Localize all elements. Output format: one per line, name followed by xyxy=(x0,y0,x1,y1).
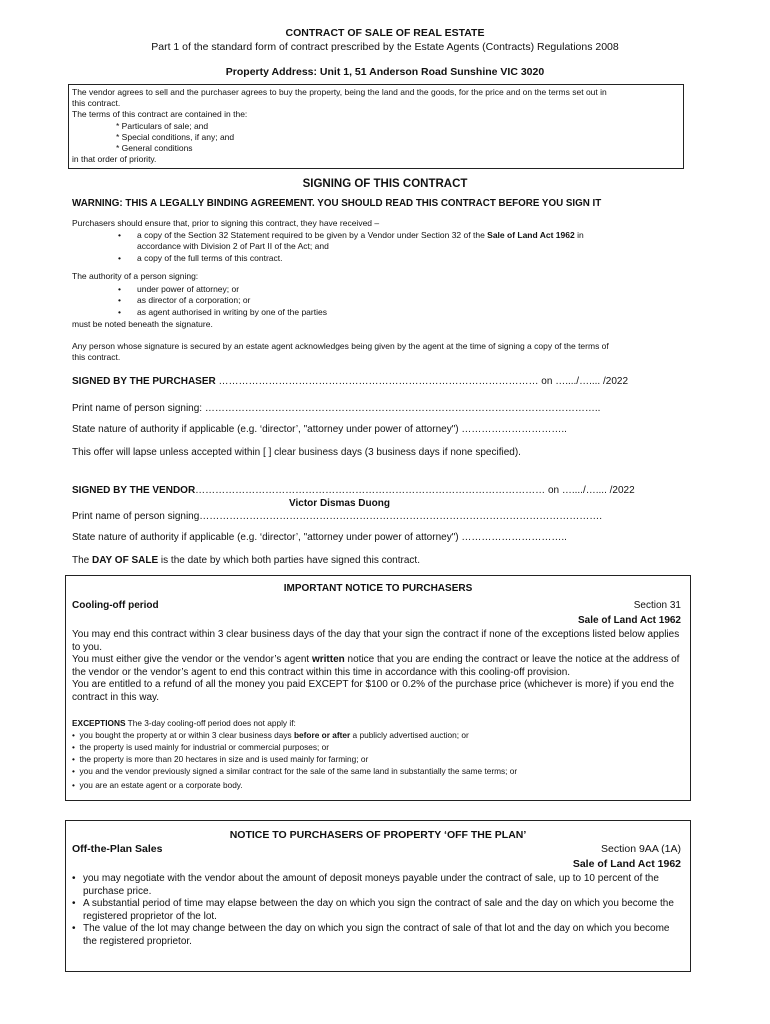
intro-line-2: this contract. xyxy=(72,98,121,108)
purchasers-line: Purchasers should ensure that, prior to signing this contract, they have received – xyxy=(72,218,380,228)
signing-heading: SIGNING OF THIS CONTRACT xyxy=(302,178,468,190)
intro-line-1: The vendor agrees to sell and the purchaser agrees to buy the property, being the land and the goods, for the price and on the terms set out in xyxy=(72,87,607,97)
intro-item-2: * Special conditions, if any; and xyxy=(116,132,235,142)
exception-3: • the property is more than 20 hectares in size and is used mainly for farming; or xyxy=(72,754,369,764)
off-plan-bullet-1: • you may negotiate with the vendor about the amount of deposit moneys payable under the contract of sale, up to 10 percent of the purchase price. xyxy=(72,873,659,897)
document-subtitle: Part 1 of the standard form of contract prescribed by the Estate Agents (Contracts) Regulations 2008 xyxy=(151,41,619,53)
intro-line-3: The terms of this contract are contained in the: xyxy=(72,109,248,119)
intro-item-3: * General conditions xyxy=(116,143,193,153)
document-title: CONTRACT OF SALE OF REAL ESTATE xyxy=(285,27,485,39)
auth-item-3: as agent authorised in writing by one of the parties xyxy=(137,307,327,317)
signing-bullet-2: a copy of the full terms of this contract. xyxy=(137,253,283,263)
purchaser-print-name[interactable]: Print name of person signing: ……………………………………………………………………………………………………….. xyxy=(72,403,601,414)
off-plan-act: Sale of Land Act 1962 xyxy=(572,858,681,870)
off-plan-label: Off-the-Plan Sales xyxy=(72,843,163,855)
exception-4: • you and the vendor previously signed a similar contract for the sale of the same land in substantially the same terms; or xyxy=(72,766,518,776)
notice-p2: You must either give the vendor or the vendor’s agent written notice that you are ending the contract or leave the notice at the address of the vendor or the vendor’s agent to end this contract within this time in accordance with this cooling-off provision. xyxy=(72,654,680,678)
day-of-sale-text: The DAY OF SALE is the date by which both parties have signed this contract. xyxy=(72,555,420,566)
off-plan-bullets xyxy=(72,873,684,948)
auth-item-2: as director of a corporation; or xyxy=(137,295,251,305)
notice-p3: You are entitled to a refund of all the money you paid EXCEPT for $100 or 0.2% of the purchase price (whichever is more) if you end the contract in this way. xyxy=(72,679,675,703)
purchaser-authority[interactable]: State nature of authority if applicable (e.g. ‘director’, "attorney under power of attorney") ………………………….. xyxy=(72,424,567,435)
notice-heading: IMPORTANT NOTICE TO PURCHASERS xyxy=(283,583,473,594)
intro-item-1: * Particulars of sale; and xyxy=(116,121,209,131)
agent-line-2: this contract. xyxy=(72,352,121,362)
auth-item-1: under power of attorney; or xyxy=(137,284,240,294)
notice-p1: You may end this contract within 3 clear business days of the day that your sign the contract if none of the exceptions listed below applies to you. xyxy=(72,629,680,653)
auth-end: must be noted beneath the signature. xyxy=(72,319,213,329)
notice-section: Section 31 xyxy=(633,600,681,611)
purchaser-signature-line[interactable]: SIGNED BY THE PURCHASER …………………………………………………………………………………… on …..../….... /2022 xyxy=(72,376,629,387)
exception-5: • you are an estate agent or a corporate body. xyxy=(72,780,243,790)
off-plan-bullet-2: • A substantial period of time may elapse between the day on which you sign the contract of sale and the day on which you become the registered proprietor of the lot. xyxy=(72,898,674,922)
auth-dot-3: • xyxy=(118,307,121,317)
off-plan-heading: NOTICE TO PURCHASERS OF PROPERTY ‘OFF THE PLAN’ xyxy=(229,829,527,841)
signing-bullet-dot-2: • xyxy=(118,253,121,263)
vendor-print-name[interactable]: Print name of person signing…………………………………………………………………………………………………………. xyxy=(72,511,603,522)
exception-2: • the property is used mainly for industrial or commercial purposes; or xyxy=(72,742,329,752)
off-plan-bullet-3: • The value of the lot may change between the day on which you sign the contract of sale of that lot and the day on which you become the registered proprietor. xyxy=(72,923,670,947)
authority-line: The authority of a person signing: xyxy=(72,271,199,281)
agent-line-1: Any person whose signature is secured by an estate agent acknowledges being given by the agent at the time of signing a copy of the terms of xyxy=(72,341,609,351)
vendor-signature-line[interactable]: SIGNED BY THE VENDOR…………………………………………………………………………………………… on …..../….... /2022 xyxy=(72,485,635,496)
auth-dot-1: • xyxy=(118,284,121,294)
notice-box xyxy=(65,575,691,801)
signing-bullet-dot-1: • xyxy=(118,230,121,240)
notice-act: Sale of Land Act 1962 xyxy=(578,615,681,626)
exception-1: • you bought the property at or within 3 clear business days before or after a publicly advertised auction; or xyxy=(72,730,469,740)
auth-dot-2: • xyxy=(118,295,121,305)
signing-bullet-1: a copy of the Section 32 Statement required to be given by a Vendor under Section 32 of the Sale of Land Act 1962 in xyxy=(137,230,584,240)
vendor-name: Victor Dismas Duong xyxy=(289,498,390,509)
off-plan-section: Section 9AA (1A) xyxy=(601,843,681,855)
property-address: Property Address: Unit 1, 51 Anderson Road Sunshine VIC 3020 xyxy=(225,66,545,78)
off-plan-box xyxy=(65,820,691,972)
notice-paragraphs xyxy=(72,629,684,704)
cooling-off-label: Cooling-off period xyxy=(72,600,159,611)
signing-bullet-1-cont: accordance with Division 2 of Part II of the Act; and xyxy=(137,241,329,251)
vendor-authority[interactable]: State nature of authority if applicable (e.g. ‘director’, "attorney under power of attorney") ………………………….. xyxy=(72,532,567,543)
intro-box xyxy=(68,84,684,169)
offer-lapse-text: This offer will lapse unless accepted within [ ] clear business days (3 business days if none specified). xyxy=(72,447,521,458)
warning-text: WARNING: THIS A LEGALLY BINDING AGREEMENT. YOU SHOULD READ THIS CONTRACT BEFORE YOU SIGN IT xyxy=(72,198,602,209)
intro-line-4: in that order of priority. xyxy=(72,154,157,164)
exceptions-heading: EXCEPTIONS The 3-day cooling-off period does not apply if: xyxy=(72,718,296,728)
